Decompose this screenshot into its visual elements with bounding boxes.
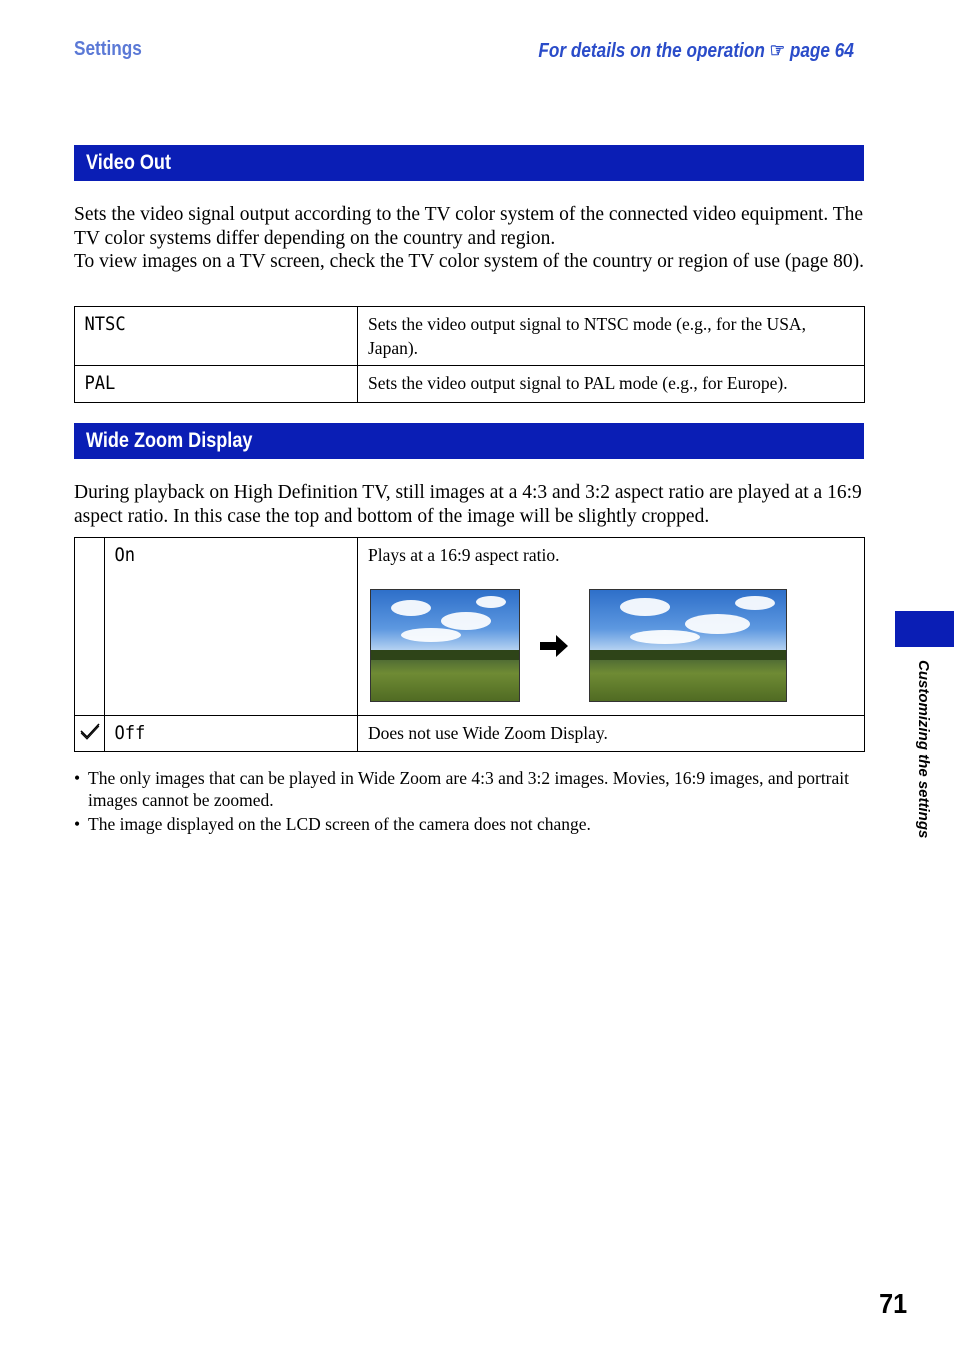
video-out-description-2: To view images on a TV screen, check the TV color system of the country or region of use (page 80). xyxy=(74,251,864,272)
option-ntsc-desc: Sets the video output signal to NTSC mode (e.g., for the USA, Japan). xyxy=(358,307,865,366)
note-item: • The only images that can be played in Wide Zoom are 4:3 and 3:2 images. Movies, 16:9 images, and portrait images cannot be zoomed. xyxy=(74,768,864,811)
video-out-options-table xyxy=(74,306,865,403)
wide-zoom-description-text: During playback on High Definition TV, still images at a 4:3 and 3:2 aspect ratio are played at a 16:9 aspect ratio. In this case the top and bottom of the image will be slightly cropped. xyxy=(74,482,862,527)
photo-4-3-before xyxy=(370,589,520,702)
video-out-description xyxy=(74,203,864,274)
details-prefix: For details on the operation xyxy=(538,40,765,62)
details-page: page 64 xyxy=(789,40,854,62)
chapter-label-text: Customizing the settings xyxy=(915,660,932,839)
note-item: • The image displayed on the LCD screen of the camera does not change. xyxy=(74,814,864,836)
header-section-title: Settings xyxy=(74,38,142,60)
option-on-desc: Plays at a 16:9 aspect ratio. xyxy=(358,538,865,716)
wide-zoom-description xyxy=(74,481,864,528)
option-off: Off xyxy=(105,716,333,752)
video-out-heading-bar xyxy=(74,145,864,181)
option-pal: PAL xyxy=(75,366,330,403)
table-row xyxy=(75,366,865,403)
table-row xyxy=(75,307,865,366)
option-pal-desc: Sets the video output signal to PAL mode (e.g., for Europe). xyxy=(358,366,865,403)
wide-zoom-title: Wide Zoom Display xyxy=(86,429,253,452)
chapter-label xyxy=(912,660,932,860)
default-check-icon xyxy=(79,722,101,740)
photo-16-9-after xyxy=(589,589,787,702)
arrow-right-icon xyxy=(538,633,570,659)
page-number: 71 xyxy=(878,1288,907,1319)
video-out-description-1: Sets the video signal output according to the TV color system of the connected video equipment. The TV color systems differ depending on the country and region. xyxy=(74,204,864,249)
chapter-tab xyxy=(895,611,954,647)
pointing-hand-icon: ☞ xyxy=(769,40,786,62)
option-off-desc: Does not use Wide Zoom Display. xyxy=(358,716,865,752)
wide-zoom-heading-bar xyxy=(74,423,864,459)
table-row xyxy=(75,716,865,752)
header-details-link[interactable] xyxy=(538,38,854,63)
wide-zoom-notes xyxy=(74,768,864,839)
default-marker-cell xyxy=(75,716,105,752)
option-on: On xyxy=(105,538,333,716)
video-out-title: Video Out xyxy=(86,151,171,174)
default-marker-cell xyxy=(75,538,105,716)
option-ntsc: NTSC xyxy=(75,307,330,366)
